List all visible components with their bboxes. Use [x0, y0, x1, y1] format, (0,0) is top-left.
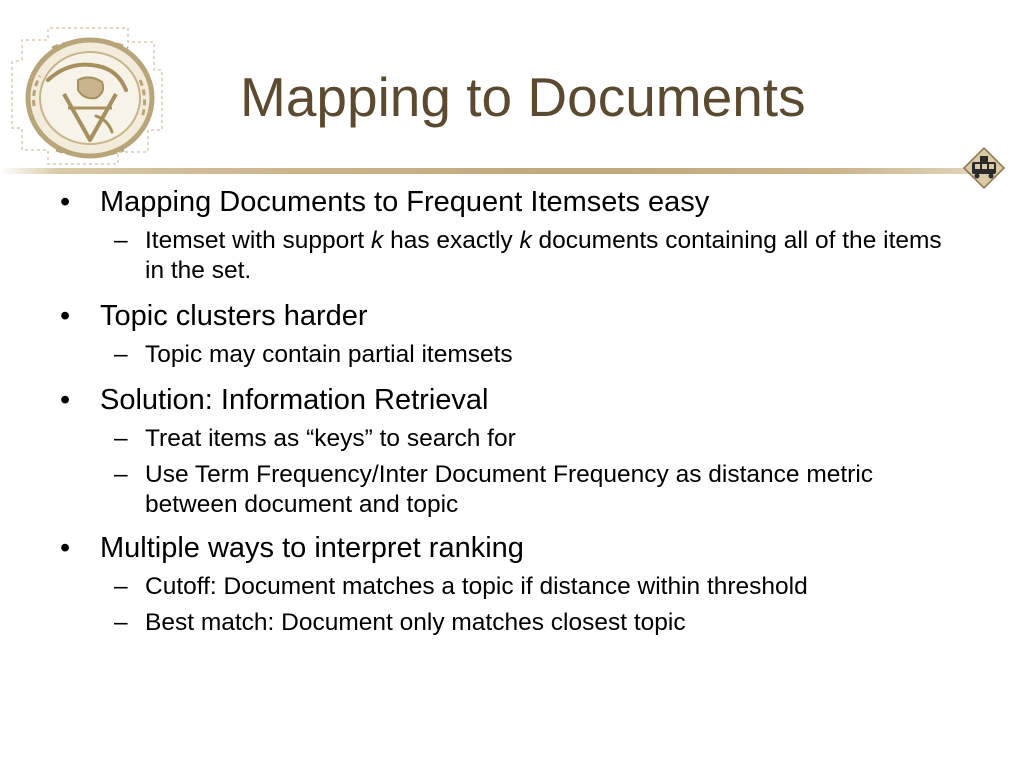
- sub-bullet-text: Treat items as “keys” to search for: [145, 425, 516, 452]
- italic-k: k: [519, 227, 532, 254]
- dash-mark: –: [114, 461, 128, 488]
- bullet-item: [0, 296, 1024, 336]
- dash-mark: –: [114, 609, 128, 636]
- sub-bullet-text: Cutoff: Document matches a topic if distance within threshold: [145, 573, 808, 600]
- bullet-text: Mapping Documents to Frequent Itemsets easy: [100, 186, 710, 218]
- bullet-text: Topic clusters harder: [100, 300, 368, 332]
- sub-bullet-text: Best match: Document only matches closest topic: [145, 609, 686, 636]
- sub-bullet-item: [0, 340, 1024, 370]
- bullet-mark: •: [60, 384, 71, 416]
- dash-mark: –: [114, 341, 128, 368]
- slide-body: [0, 182, 1024, 638]
- sub-bullet-item: [0, 424, 1024, 454]
- bullet-item: [0, 182, 1024, 222]
- sub-bullet-text-part: has exactly: [383, 227, 520, 254]
- sub-bullet-item: [0, 226, 1024, 286]
- university-seal-icon: [8, 20, 166, 168]
- sub-bullet-text-part: documents containing all of the items in the set.: [145, 227, 942, 284]
- sub-bullet-text-part: Itemset with support: [145, 227, 372, 254]
- bullet-item: [0, 380, 1024, 420]
- sub-bullet-text: Topic may contain partial itemsets: [145, 341, 513, 368]
- title-divider: [0, 168, 980, 174]
- bullet-text: Multiple ways to interpret ranking: [100, 532, 524, 564]
- sub-bullet-text: Use Term Frequency/Inter Document Frequency as distance metric between document and topic: [145, 461, 874, 518]
- italic-k: k: [371, 227, 384, 254]
- sub-bullet-item: [0, 460, 1024, 520]
- bullet-item: [0, 528, 1024, 568]
- bullet-mark: •: [60, 300, 71, 332]
- bullet-mark: •: [60, 532, 71, 564]
- sub-bullet-item: [0, 608, 1024, 638]
- dash-mark: –: [114, 573, 128, 600]
- dash-mark: –: [114, 425, 128, 452]
- sub-bullet-item: [0, 572, 1024, 602]
- dash-mark: –: [114, 227, 128, 254]
- slide-title: Mapping to Documents: [240, 66, 806, 128]
- bullet-mark: •: [60, 186, 71, 218]
- bullet-text: Solution: Information Retrieval: [100, 384, 489, 416]
